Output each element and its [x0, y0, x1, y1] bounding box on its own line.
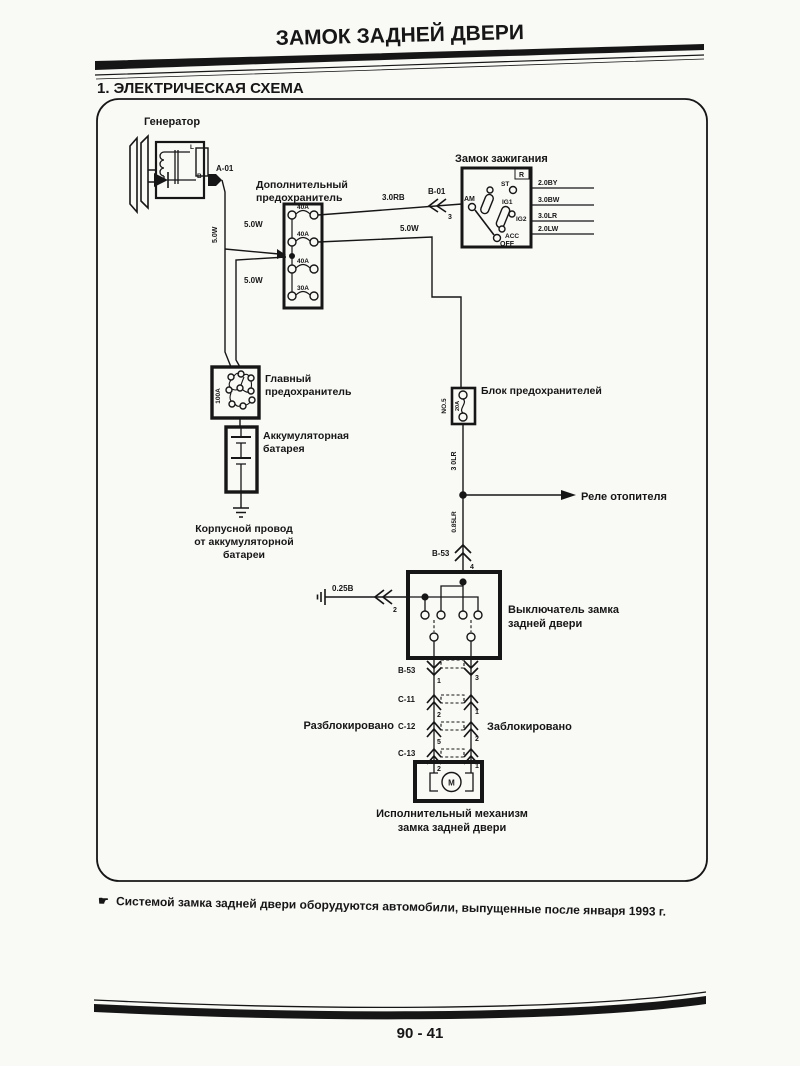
diagram-frame	[97, 99, 707, 881]
generator-component	[130, 116, 222, 212]
battery-ground-icon	[233, 508, 249, 517]
fuse2-left	[288, 238, 296, 246]
fuse2-rating: 40A	[297, 231, 309, 238]
switch-ground-pin: 2	[393, 607, 397, 614]
ignition-pill2	[495, 205, 511, 228]
section-title: 1. ЭЛЕКТРИЧЕСКАЯ СХЕМА	[97, 80, 304, 97]
generator-wires	[212, 180, 286, 367]
page-header	[95, 20, 704, 97]
fuse3-left	[288, 265, 296, 273]
ignition-ig2-contact	[509, 211, 515, 217]
switch-ground-junction	[421, 593, 428, 600]
switch-moving-contacts	[434, 620, 471, 632]
c11-dash	[441, 695, 464, 703]
wire-label-025b: 0.25B	[332, 584, 354, 593]
fuse3-rating: 40A	[297, 258, 309, 265]
wire-label-branch-top: 5.0W	[244, 220, 263, 229]
fuse1-left	[288, 211, 296, 219]
heater-relay-arrow-icon	[561, 490, 576, 500]
wire-to-fuseblock	[318, 237, 461, 388]
c12-pin-right: 2	[475, 736, 479, 743]
footnote-text: Системой замка задней двери оборудуются автомобили, выпущенные после января 1993 г.	[115, 894, 667, 919]
c12-dash	[441, 722, 464, 730]
generator-terminal-block	[196, 148, 208, 176]
battery-component	[194, 427, 349, 561]
wire-to-ignition	[318, 204, 462, 215]
fuse1-link	[296, 211, 310, 215]
heater-relay-label: Реле отопителя	[581, 491, 667, 503]
actuator-component	[376, 762, 528, 834]
generator-body	[156, 142, 204, 198]
wire-branch-to-addfuse	[225, 249, 279, 254]
b53-bot-pin-right: 3	[475, 675, 479, 682]
switch-ground-wiring	[408, 597, 478, 611]
b53-bot-dash	[441, 660, 464, 668]
b53-top-connector-label: B-53	[432, 549, 450, 558]
ignition-terminal-st: ST	[501, 181, 510, 188]
groundwire-label-1: Корпусной провод	[195, 523, 293, 535]
switch-ground-icon	[318, 589, 326, 605]
groundwire-label-2: от аккумуляторной	[194, 536, 294, 548]
motor-letter: M	[448, 778, 455, 788]
unlocked-label: Разблокировано	[303, 720, 394, 732]
wire-label-to-ignition: 3.0RB	[382, 193, 405, 202]
wire-addfuse-to-mainfuse	[236, 257, 286, 367]
fuse2-link	[296, 238, 310, 242]
mainfuse-links	[226, 371, 255, 409]
fuse1-rating: 40A	[297, 204, 309, 211]
switch-terminal-4	[474, 611, 482, 619]
battery-label-2: батарея	[263, 443, 305, 455]
generator-label: Генератор	[144, 116, 201, 128]
wire-label-ig2: 3.0LR	[538, 213, 558, 220]
switch-output-stubs	[434, 641, 471, 658]
wire-label-acc: 2.0LW	[538, 226, 559, 233]
a01-connector-icon	[208, 174, 222, 186]
c12-connector-label: C-12	[398, 722, 416, 731]
c11-pin-right: 1	[475, 709, 479, 716]
mainfuse-rating: 100A	[215, 388, 222, 404]
fuse4-left	[288, 292, 296, 300]
fuse3-right	[310, 265, 318, 273]
header-rule-thick	[95, 44, 704, 70]
switch-terminal-1	[421, 611, 429, 619]
fuseblock-label: Блок предохранителей	[481, 385, 602, 397]
ignition-contact-1	[487, 187, 493, 193]
switch-wiper-left	[430, 633, 438, 641]
wire-label-branch-bottom: 5.0W	[244, 276, 263, 285]
fuse4-link	[296, 292, 310, 296]
generator-pulley-outer	[130, 138, 137, 212]
generator-terminal-b: B	[197, 173, 202, 180]
actuator-wiring	[303, 658, 572, 773]
door-lock-switch-component	[408, 572, 620, 658]
ignition-st-contact	[510, 187, 517, 194]
ignition-terminal-am: AM	[464, 196, 475, 203]
fuse2-right	[310, 238, 318, 246]
fuse-block-component	[441, 385, 602, 424]
groundwire-label-3: батареи	[222, 549, 266, 561]
addfuse-label-1: Дополнительный	[256, 179, 348, 191]
ignition-terminal-ig1: IG1	[502, 199, 513, 206]
switch-wiper-right	[467, 633, 475, 641]
page-footer	[94, 992, 706, 1042]
generator-terminal-l: L	[190, 144, 194, 151]
ignition-terminal-ig2: IG2	[516, 216, 527, 223]
switch-label-1: Выключатель замка	[508, 604, 619, 616]
main-fuse-component	[212, 367, 352, 427]
fuse1-right	[310, 211, 318, 219]
actuator-label-1: Исполнительный механизм	[376, 808, 528, 820]
ignition-pill1	[480, 193, 495, 215]
b53-top-pin: 4	[470, 564, 474, 571]
c13-dash	[441, 749, 464, 757]
fuseblock-bottom-contact	[459, 413, 467, 421]
page-title: ЗАМОК ЗАДНЕЙ ДВЕРИ	[275, 20, 525, 51]
mainfuse-label-2: предохранитель	[265, 386, 352, 398]
page-number: 90 - 41	[396, 1025, 444, 1042]
fuseblock-link	[462, 399, 465, 413]
fuseblock-top-contact	[459, 391, 467, 399]
fuseblock-rating: 20A	[455, 400, 461, 412]
ignition-am-contact	[469, 204, 476, 211]
switch-ground-branch	[318, 584, 409, 614]
ignition-switch-component	[455, 153, 594, 248]
footnote	[98, 894, 666, 919]
ignition-label: Замок зажигания	[455, 153, 548, 165]
c12-pin-left: 5	[437, 739, 441, 746]
switch-label-2: задней двери	[508, 618, 583, 630]
c13-pin-left: 2	[437, 766, 441, 773]
ignition-acc-contact	[499, 226, 505, 232]
a01-connector-label: A-01	[216, 164, 234, 173]
ignition-terminal-r: R	[519, 172, 525, 179]
b01-connector-label: B-01	[428, 187, 446, 196]
pointing-hand-icon: ☛	[97, 893, 109, 908]
fuse4-right	[310, 292, 318, 300]
ignition-terminal-acc: ACC	[505, 233, 520, 240]
trunk-wire	[432, 424, 667, 572]
actuator-label-2: замка задней двери	[397, 822, 507, 834]
additional-fuse-component	[256, 179, 348, 308]
b53-bot-pin-left: 1	[437, 678, 441, 685]
wire-label-st: 2.0BY	[538, 180, 558, 187]
fuse4-rating: 30A	[297, 285, 309, 292]
ignition-terminal-off: OFF	[500, 241, 514, 248]
wire-label-gen-down: 5.0W	[212, 226, 219, 243]
c11-connector-label: C-11	[398, 695, 415, 704]
wire-label-ig1: 3.0BW	[538, 197, 560, 204]
generator-pulley-inner	[141, 136, 148, 208]
addfuse-label-2: предохранитель	[256, 192, 343, 204]
battery-label-1: Аккумуляторная	[263, 430, 350, 442]
wire-gen-down	[222, 180, 231, 367]
locked-label: Заблокировано	[487, 721, 572, 733]
wire-label-085lr: 0.85LR	[451, 511, 458, 533]
addfuse-junction-dot	[289, 253, 295, 259]
wire-label-30lr: 3 0LR	[451, 451, 458, 471]
switch-terminal-2	[437, 611, 445, 619]
switch-terminal-3	[459, 611, 467, 619]
fuse3-link	[296, 265, 310, 269]
c13-pin-right: 1	[475, 763, 479, 770]
c11-pin-left: 2	[437, 712, 441, 719]
b01-pin: 3	[448, 214, 452, 221]
c13-connector-label: C-13	[398, 749, 416, 758]
b53-bot-connector-label: B-53	[398, 666, 416, 675]
fuseblock-number: NO.5	[441, 398, 448, 414]
wire-label-to-fuseblock: 5.0W	[400, 224, 419, 233]
actuator-wires	[434, 658, 471, 762]
mainfuse-label-1: Главный	[265, 373, 312, 385]
